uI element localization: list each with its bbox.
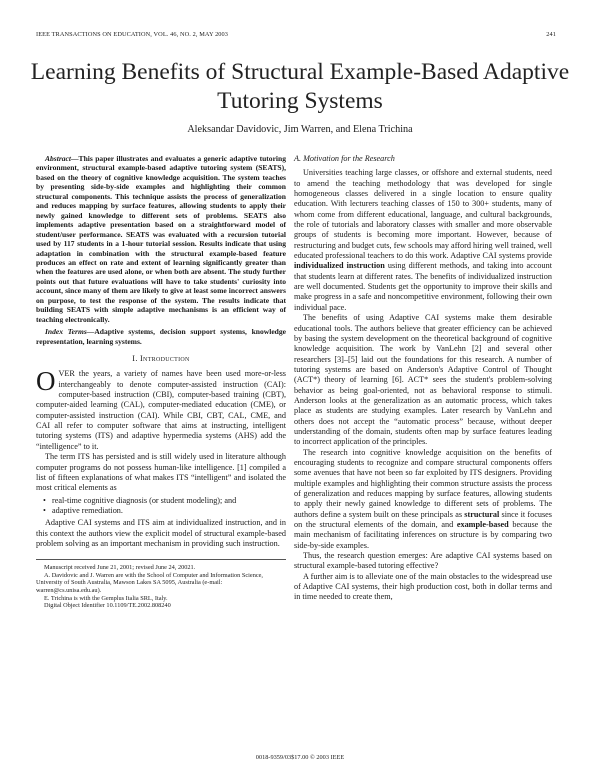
motivation-paragraph-1 [294,168,552,313]
motivation-paragraph-4: Thus, the research question emerges: Are adaptive CAI systems based on structural example-based tutoring effective? [294,551,552,571]
left-column [36,154,286,610]
motivation-text: using different methods, and taking into account that students learn at different rates. The benefits of individualized instruction are well documented. Students get the opportunity to improve their skills and make progress in a safe and noncompetitive environment, following their own individual pace. [294,261,552,312]
copyright-line: 0018-9359/03$17.00 © 2003 IEEE [255,754,345,761]
list-item: • real-time cognitive diagnosis (or student modeling); and [52,496,286,506]
subsection-heading-motivation: A. Motivation for the Research [294,154,395,163]
critical-elements-list [36,496,286,517]
running-header [36,31,556,38]
intro-paragraph-2: The term ITS has persisted and is still widely used in literature although computer programs do not possess human-like intelligence. [1] compiled a list of fifteen explanations of what makes ITS “intelligent” and isolated the most critical elements as [36,452,286,493]
motivation-paragraph-2: The benefits of using Adaptive CAI systems make them desirable educational tools. The authors believe that greater efficiency can be achieved by basing the system development on the theoretical background of cognitive knowledge acquisition. The work by VanLehn [2] and several other researchers [3]–[5] laid out the foundations for this research. A number of tutoring systems are based on Anderson's Adaptive Control of Thought (ACT*) theory of learning [6]. ACT* sees the student's problem-solving behavior as being goal-oriented, not as behavioral response to stimuli. Anderson looks at the generalization as an automatic process, which takes place as students are studying examples. Later research by VanLehn and others does not accept the “automatic process” because, without deeper understanding of the domain, students often map by surface features leading to incorrect application of the principles. [294,313,552,447]
intro-text-1: the years, a variety of names have been used more-or-less interchangeably to denote computer-assisted instruction (CAI): computer-based instruction (CBI), computer-based training (CBT), computer-aided learning (CAL), computer-mediated education (CME), or computer-assisted instruction (CAI). While CBI, CBT, CAL, CME, and CAI all refer to computer software that aims at instructing, intelligent tutoring systems (ITS) and adaptive hypermedia systems (AHS) add the “intelligence” to it. [36,369,286,451]
journal-name: IEEE TRANSACTIONS ON EDUCATION, VOL. 46, NO. 2, MAY 2003 [36,31,229,38]
motivation-paragraph-3 [294,448,552,551]
section-title: Introduction [140,354,190,364]
section-number: I. [132,354,141,364]
emphasis-individualized-instruction: individualized instruction [294,261,385,271]
footnote: Manuscript received June 21, 2001; revised June 24, 20021. [44,564,196,572]
paper-authors: Aleksandar Davidovic, Jim Warren, and Elena Trichina [187,124,413,135]
motivation-text: The research into cognitive knowledge acquisition on the benefits of encouraging students to recognize and compare structural components offers some avenues that have not been so far exploited by ITS designers. Providing multiple examples and highlighting their common structure assists the process of generalization and reduces mapping by surface features, allowing students to apply their newly gained knowledge to different sets of problems. The authors define a system built on these principals as [294,447,552,519]
motivation-text: since it focuses on the structural elements of the domain, and [294,509,552,530]
footnote: Digital Object Identifier 10.1109/TE.2002.808240 [44,602,171,610]
intro-lead-word: VER [58,369,75,379]
footnote: A. Davidovic and J. Warren are with the School of Computer and Information Science, University of South Australia, Mawson Lakes SA 5095, Australia (e-mail: warren@cs.unisa.edu.au). [36,571,264,595]
abstract-label: Abstract [45,154,71,163]
intro-paragraph-1 [36,366,286,452]
footnote: E. Trichina is with the Gemplus Italia SRL, Italy. [44,594,168,602]
footnotes [36,559,286,610]
motivation-text: because the main mechanism of facilitating inferences on structure is by comparing two side-by-side examples. [294,520,552,550]
abstract [36,154,286,324]
emphasis-structural: structural [464,509,500,519]
index-terms-label: Index Terms [45,327,87,337]
page-number: 241 [546,31,556,38]
index-terms [36,327,286,346]
emphasis-example-based: example-based [456,520,509,530]
right-column [294,154,552,603]
motivation-paragraph-5: A further aim is to alleviate one of the main obstacles to the widespread use of Adaptive CAI systems, their high production cost, both in dollar terms and in time needed to create them, [294,571,552,602]
section-heading-introduction [36,354,286,364]
index-terms-text: —Adaptive systems, decision support systems, knowledge representation, learning systems. [36,327,286,346]
intro-paragraph-3: Adaptive CAI systems and ITS aim at individualized instruction, and in this context the authors view the explicit model of structural example-based problem solving as an important mechanism in providing such instruction. [36,518,286,548]
paper-title: Learning Benefits of Structural Example-Based Adaptive Tutoring Systems [30,59,570,114]
abstract-text: —This paper illustrates and evaluates a generic adaptive tutoring environment, structural example-based adaptive tutoring system (SEATS), based on the theory of cognitive knowledge acquisition. The system teaches by presenting side-by-side examples and highlighting their common structural components. This technique assists the process of generalization and reduces mapping by surface features, allowing students to apply their newly gained knowledge to different sets of problems. SEATS also implements adaptive presentation based on a straightforward model of student/user performance. SEATS was evaluated with a recursion tutorial used by 117 students in a 1-hour tutorial session. Results indicate that using adaptation in combination with the structural example-based feature produces an effect on rate and extent of learning significantly greater than when the features are used alone, or when both are absent. The study further points out that future evaluations will have to take students' curiosity into account, since many of them are likely to give at least some incorrect answers on purpose, to test the response of the system. The results indicate that building SEATS with simple adaptive mechanisms is an efficient way of teaching electronically. [36,154,286,324]
drop-cap: O [36,366,56,397]
list-item: • adaptive remediation. [52,506,286,516]
motivation-text: Universities teaching large classes, or offshore and external students, need to amend the teaching methodology that was developed for single homogeneous classes delivered in a single location to ensure quality education. With lecturers teaching classes of 150 to 300+ students, many of whom come from different educational, language, and cultural backgrounds, the role of tutorials and laboratory classes with smaller and more observable groups of students is becoming more important. However, because of restructuring and budget cuts, few schools may afford hiring well trained, well educated professional teachers to do this work. Adaptive CAI systems provide [294,168,552,261]
